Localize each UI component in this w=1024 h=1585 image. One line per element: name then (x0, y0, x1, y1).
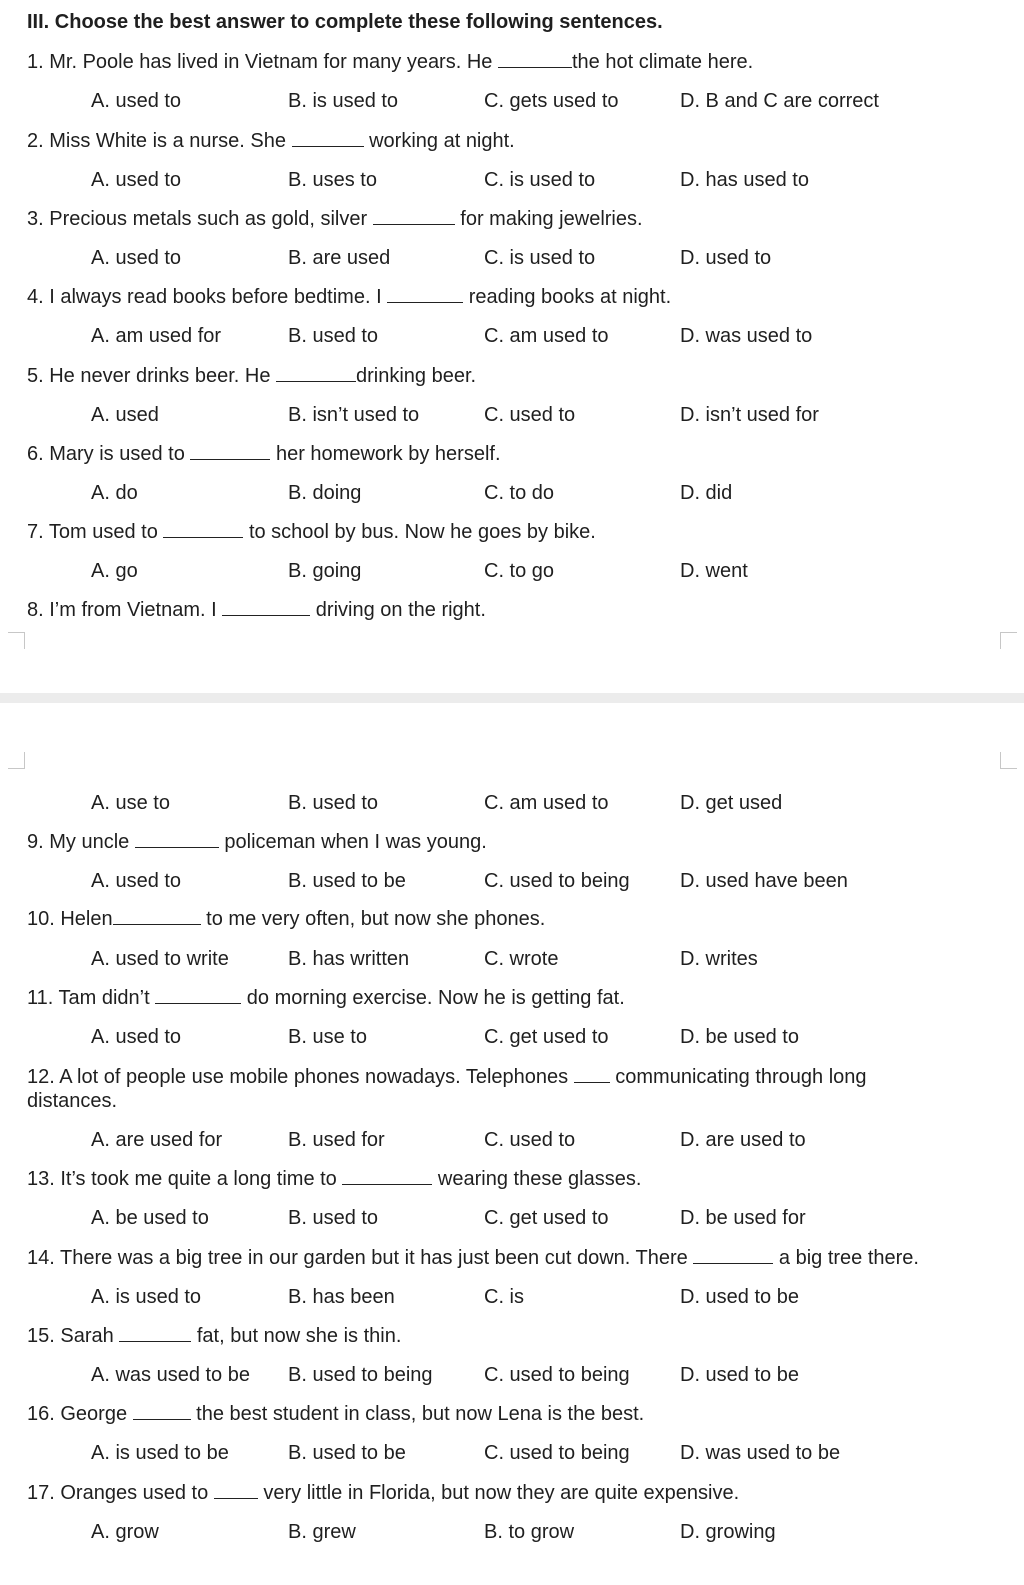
question-4: 4. I always read books before bedtime. I reading books at night. (27, 286, 672, 308)
option-a[interactable]: A. be used to (91, 1207, 209, 1229)
crop-corner-mark (1000, 752, 1017, 769)
option-d[interactable]: D. are used to (680, 1129, 806, 1151)
question-10: 10. Helen to me very often, but now she phones. (27, 908, 546, 930)
options-3 (0, 245, 1024, 271)
option-a[interactable]: A. go (91, 560, 138, 582)
option-c[interactable]: C. used to being (484, 1442, 630, 1464)
question-9: 9. My uncle policeman when I was young. (27, 831, 487, 853)
option-c[interactable]: C. gets used to (484, 90, 619, 112)
option-c[interactable]: B. to grow (484, 1521, 575, 1543)
option-c[interactable]: C. is (484, 1286, 524, 1308)
question-6: 6. Mary is used to her homework by herself. (27, 443, 501, 465)
question-14: 14. There was a big tree in our garden but it has just been cut down. There a big tree there. (27, 1247, 919, 1269)
option-c[interactable]: C. get used to (484, 1207, 609, 1229)
option-a[interactable]: A. used to (91, 247, 182, 269)
answer-blank[interactable] (276, 364, 356, 382)
option-b[interactable]: B. used to be (288, 870, 406, 892)
exercise-title: III. Choose the best answer to complete these following sentences. (27, 11, 663, 33)
question-16: 16. George the best student in class, but now Lena is the best. (27, 1403, 645, 1425)
option-d[interactable]: D. get used (680, 792, 783, 814)
question-5: 5. He never drinks beer. He drinking beer. (27, 365, 477, 387)
option-c[interactable]: C. used to being (484, 870, 630, 892)
options-6 (0, 480, 1024, 506)
option-b[interactable]: B. uses to (288, 169, 377, 191)
question-12: 12. A lot of people use mobile phones nowadays. Telephones communicating through long (27, 1066, 867, 1088)
option-a[interactable]: A. use to (91, 792, 170, 814)
options-9 (0, 868, 1024, 894)
option-a[interactable]: A. is used to be (91, 1442, 229, 1464)
answer-blank[interactable] (135, 830, 219, 848)
answer-blank[interactable] (387, 285, 463, 303)
option-c[interactable]: C. am used to (484, 325, 609, 347)
question-12-continued: distances. (27, 1090, 118, 1112)
option-a[interactable]: A. used to (91, 90, 182, 112)
option-d[interactable]: D. was used to (680, 325, 813, 347)
option-b[interactable]: B. used to be (288, 1442, 406, 1464)
options-14 (0, 1284, 1024, 1310)
option-a[interactable]: A. grow (91, 1521, 159, 1543)
option-b[interactable]: B. has been (288, 1286, 395, 1308)
option-b[interactable]: B. is used to (288, 90, 399, 112)
option-c[interactable]: C. am used to (484, 792, 609, 814)
crop-corner-mark (8, 752, 25, 769)
page-break-divider (0, 693, 1024, 703)
option-d[interactable]: D. used to (680, 247, 772, 269)
option-d[interactable]: D. used to be (680, 1364, 799, 1386)
option-c[interactable]: C. is used to (484, 247, 596, 269)
option-d[interactable]: D. has used to (680, 169, 809, 191)
question-17: 17. Oranges used to very little in Florida, but now they are quite expensive. (27, 1482, 740, 1504)
option-a[interactable]: A. am used for (91, 325, 222, 347)
options-4 (0, 323, 1024, 349)
options-2 (0, 167, 1024, 193)
option-d[interactable]: D. B and C are correct (680, 90, 879, 112)
answer-blank[interactable] (113, 907, 201, 925)
option-a[interactable]: A. was used to be (91, 1364, 250, 1386)
option-a[interactable]: A. used to (91, 1026, 182, 1048)
question-3: 3. Precious metals such as gold, silver for making jewelries. (27, 208, 643, 230)
option-b[interactable]: B. doing (288, 482, 362, 504)
option-b[interactable]: B. used to being (288, 1364, 433, 1386)
question-11: 11. Tam didn’t do morning exercise. Now he is getting fat. (27, 987, 625, 1009)
answer-blank[interactable] (190, 442, 270, 460)
option-d[interactable]: D. be used to (680, 1026, 799, 1048)
option-a[interactable]: A. used to (91, 870, 182, 892)
option-d[interactable]: D. used have been (680, 870, 848, 892)
answer-blank[interactable] (373, 207, 455, 225)
option-b[interactable]: B. used to (288, 325, 379, 347)
answer-blank[interactable] (222, 598, 310, 616)
option-a[interactable]: A. used to (91, 169, 182, 191)
question-8: 8. I’m from Vietnam. I driving on the right. (27, 599, 486, 621)
option-b[interactable]: B. used to (288, 792, 379, 814)
answer-blank[interactable] (292, 129, 364, 147)
option-b[interactable]: B. isn’t used to (288, 404, 420, 426)
option-b[interactable]: B. use to (288, 1026, 367, 1048)
crop-corner-mark (1000, 632, 1017, 649)
option-d[interactable]: D. did (680, 482, 733, 504)
answer-blank[interactable] (342, 1167, 432, 1185)
answer-blank[interactable] (693, 1246, 773, 1264)
option-d[interactable]: D. went (680, 560, 748, 582)
option-d[interactable]: D. used to be (680, 1286, 799, 1308)
answer-blank[interactable] (498, 50, 572, 68)
option-b[interactable]: B. has written (288, 948, 410, 970)
options-13 (0, 1205, 1024, 1231)
option-d[interactable]: D. was used to be (680, 1442, 841, 1464)
options-12 (0, 1127, 1024, 1153)
options-8 (0, 790, 1024, 816)
option-c[interactable]: C. wrote (484, 948, 559, 970)
option-c[interactable]: C. used to (484, 1129, 576, 1151)
option-b[interactable]: B. are used (288, 247, 391, 269)
option-d[interactable]: D. isn’t used for (680, 404, 819, 426)
answer-blank[interactable] (155, 986, 241, 1004)
options-11 (0, 1024, 1024, 1050)
question-2: 2. Miss White is a nurse. She working at night. (27, 130, 515, 152)
answer-blank[interactable] (214, 1481, 258, 1499)
answer-blank[interactable] (163, 520, 243, 538)
crop-corner-mark (8, 632, 25, 649)
option-a[interactable]: A. are used for (91, 1129, 223, 1151)
option-b[interactable]: B. used to (288, 1207, 379, 1229)
option-a[interactable]: A. used (91, 404, 159, 426)
answer-blank[interactable] (574, 1065, 610, 1083)
answer-blank[interactable] (133, 1402, 191, 1420)
question-13: 13. It’s took me quite a long time to wearing these glasses. (27, 1168, 642, 1190)
option-c[interactable]: C. get used to (484, 1026, 609, 1048)
option-c[interactable]: C. to do (484, 482, 555, 504)
options-15 (0, 1362, 1024, 1388)
option-c[interactable]: C. is used to (484, 169, 596, 191)
option-a[interactable]: A. do (91, 482, 138, 504)
question-7: 7. Tom used to to school by bus. Now he goes by bike. (27, 521, 596, 543)
option-c[interactable]: C. to go (484, 560, 555, 582)
option-c[interactable]: C. used to (484, 404, 576, 426)
question-15: 15. Sarah fat, but now she is thin. (27, 1325, 402, 1347)
option-d[interactable]: D. writes (680, 948, 758, 970)
options-1 (0, 88, 1024, 114)
options-5 (0, 402, 1024, 428)
option-b[interactable]: B. grew (288, 1521, 356, 1543)
question-1: 1. Mr. Poole has lived in Vietnam for many years. He the hot climate here. (27, 51, 754, 73)
option-a[interactable]: A. used to write (91, 948, 229, 970)
option-c[interactable]: C. used to being (484, 1364, 630, 1386)
option-d[interactable]: D. growing (680, 1521, 776, 1543)
options-7 (0, 558, 1024, 584)
answer-blank[interactable] (119, 1324, 191, 1342)
option-a[interactable]: A. is used to (91, 1286, 202, 1308)
options-10 (0, 946, 1024, 972)
option-b[interactable]: B. used for (288, 1129, 385, 1151)
option-b[interactable]: B. going (288, 560, 362, 582)
option-d[interactable]: D. be used for (680, 1207, 806, 1229)
options-17 (0, 1519, 1024, 1545)
options-16 (0, 1440, 1024, 1466)
